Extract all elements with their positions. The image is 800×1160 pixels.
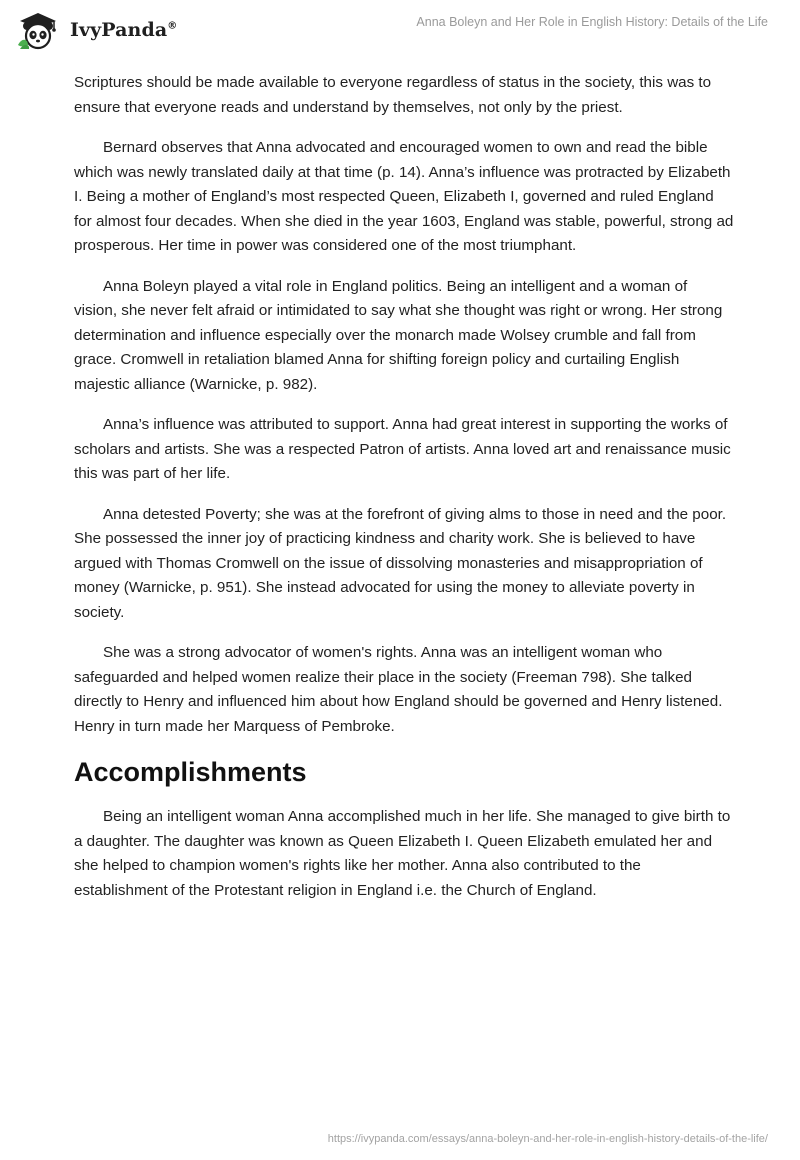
paragraph: Anna’s influence was attributed to support. Anna had great interest in supporting the works of scholars and artists. She was a respected Patron of artists. Anna loved art and renaissance music this was part of her life. [74, 416, 731, 482]
section-heading: Accomplishments [74, 757, 307, 787]
paragraph: Being an intelligent woman Anna accomplished much in her life. She managed to give birth to a daughter. The daughter was known as Queen Elizabeth I. Queen Elizabeth emulated her and she helped to champion women's rights like her mother. Anna also contributed to the establishment of the Protestant religion in England i.e. the Church of England. [74, 808, 731, 899]
logo-text: IvyPanda® [70, 19, 178, 41]
essay-body [74, 71, 734, 919]
ivypanda-logo[interactable] [14, 9, 177, 51]
page-header [0, 0, 800, 60]
paragraph: Bernard observes that Anna advocated and encouraged women to own and read the bible which was newly translated daily at that time (p. 14). Anna’s influence was protracted by Elizabeth I. Being a mother of England’s most respected Queen, Elizabeth I, governed and ruled England for almost four decades. When she died in the year 1603, England was stable, powerful, strong ad prosperous. Her time in power was considered one of the most triumphant. [74, 139, 734, 254]
panda-graduate-icon [14, 9, 68, 51]
paragraph: Anna detested Poverty; she was at the forefront of giving alms to those in need and the poor. She possessed the inner joy of practicing kindness and charity work. She is believed to have argued with Thomas Cromwell on the issue of dissolving monasteries and misappropriation of money (Warnicke, p. 951). She instead advocated for using the money to alleviate poverty in society. [74, 505, 727, 621]
document-title: Anna Boleyn and Her Role in English History: Details of the Life [416, 15, 768, 29]
source-url[interactable]: https://ivypanda.com/essays/anna-boleyn-and-her-role-in-english-history-details-of-the-life/ [327, 1133, 768, 1145]
paragraph: Scriptures should be made available to everyone regardless of status in the society, this was to ensure that everyone reads and understand by themselves, not only by the priest. [74, 74, 712, 116]
paragraph: She was a strong advocator of women's rights. Anna was an intelligent woman who safeguarded and helped women realize their place in the society (Freeman 798). She talked directly to Henry and influenced him about how England should be governed and Henry listened. Henry in turn made her Marquess of Pembroke. [74, 644, 723, 735]
paragraph: Anna Boleyn played a vital role in England politics. Being an intelligent and a woman of vision, she never felt afraid or intimidated to say what she thought was right or wrong. Her strong determination and influence especially over the monarch made Wolsey crumble and fall from grace. Cromwell in retaliation blamed Anna for shifting foreign policy and curtailing English majestic alliance (Warnicke, p. 982). [74, 277, 723, 393]
